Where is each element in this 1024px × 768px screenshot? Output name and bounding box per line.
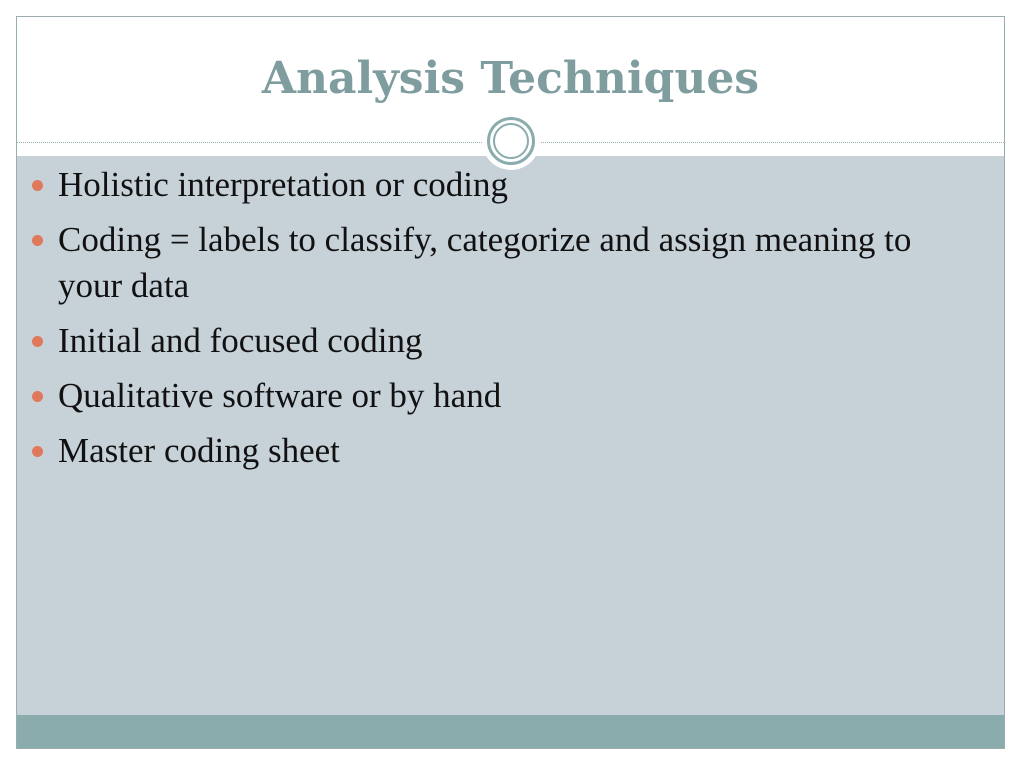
- ring-ornament-inner-circle: [493, 123, 529, 159]
- bullet-dot-icon: [32, 180, 43, 191]
- bullet-dot-icon: [32, 235, 43, 246]
- bullet-text: Initial and focused coding: [58, 321, 423, 360]
- bullet-item: [58, 428, 938, 474]
- slide-title: Analysis Techniques: [261, 53, 760, 104]
- bullet-dot-icon: [32, 391, 43, 402]
- bullet-item: [58, 318, 938, 364]
- bullet-item: [58, 217, 938, 309]
- bullet-text: Holistic interpretation or coding: [58, 165, 509, 204]
- bullet-text: Coding = labels to classify, categorize and assign meaning to your data: [58, 220, 912, 305]
- bullet-item: [58, 373, 938, 419]
- footer-bar: [17, 715, 1004, 749]
- bullet-item: [58, 162, 938, 208]
- bullet-text: Qualitative software or by hand: [58, 376, 502, 415]
- bullet-text: Master coding sheet: [58, 431, 340, 470]
- bullet-dot-icon: [32, 446, 43, 457]
- bullet-dot-icon: [32, 336, 43, 347]
